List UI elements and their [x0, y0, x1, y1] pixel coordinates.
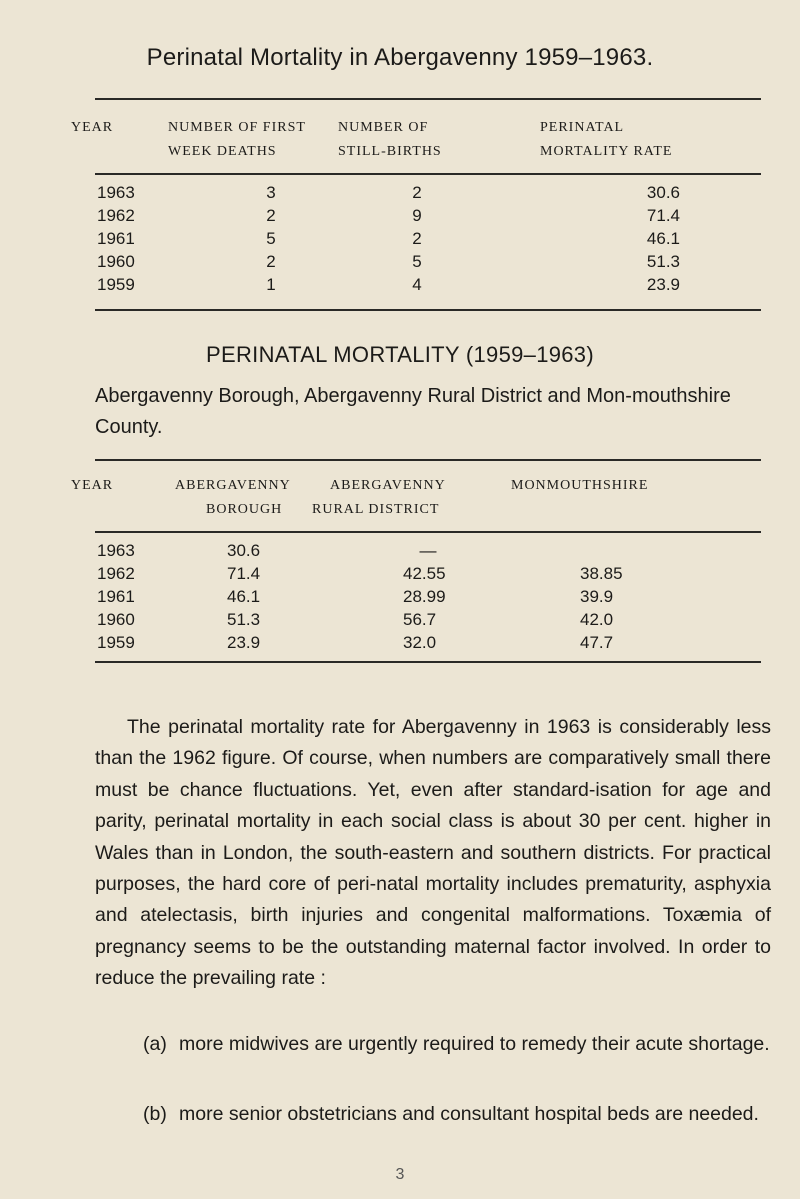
body-paragraph: The perinatal mortality rate for Abergavenny in 1963 is considerably less than the 1962 figure. Of course, when numbers are comparatively small there must be chance fluctuations. Yet, even after standard-isation for age and parity, perinatal mortality in each social class is about 30 per cent. higher in Wales than in London, the south-eastern and southern districts. For practical purposes, the hard core of peri-natal mortality includes prematurity, asphyxia and atelectasis, birth injuries and congenital malformations. Toxæmia of pregnancy seems to be the outstanding maternal factor involved. In order to reduce the prevailing rate : — [95, 716, 771, 990]
table1-year: 1960 — [97, 252, 135, 271]
table2-year: 1961 — [97, 587, 135, 606]
table2-year: 1959 — [97, 633, 135, 652]
table1-stillbirths: 2 — [412, 183, 422, 202]
table1-header-rate-2: MORTALITY RATE — [540, 144, 673, 159]
table2-borough: 46.1 — [227, 587, 261, 606]
table1-first-week: 2 — [266, 206, 276, 225]
table2-subtitle: Abergavenny Borough, Abergavenny Rural District and Mon-mouthshire County. — [95, 385, 731, 438]
table1-rate: 51.3 — [646, 252, 680, 271]
table2-header-rule — [95, 531, 761, 533]
table2-header-borough-2: BOROUGH — [206, 502, 283, 517]
table2-year: 1962 — [97, 564, 135, 583]
table2-county: 47.7 — [580, 633, 614, 652]
table2-rural: — — [419, 541, 437, 560]
table2-header-borough-1: ABERGAVENNY — [175, 478, 291, 493]
list-item — [143, 1099, 773, 1161]
table2-county: 42.0 — [580, 610, 614, 629]
table1-header-first-week-2: WEEK DEATHS — [168, 144, 277, 159]
table1-header-rule — [95, 173, 761, 175]
list-item-text: more senior obstetricians and consultant hospital beds are needed. — [179, 1103, 759, 1125]
table2-header-rural-1: ABERGAVENNY — [330, 478, 446, 493]
table1-rate: 46.1 — [646, 229, 680, 248]
table2-title: PERINATAL MORTALITY (1959–1963) — [206, 342, 594, 367]
table2-year: 1960 — [97, 610, 135, 629]
table1-stillbirths: 9 — [412, 206, 422, 225]
table1-rate: 71.4 — [646, 206, 680, 225]
table1-first-week: 1 — [266, 275, 276, 294]
table1-year: 1963 — [97, 183, 135, 202]
table2-borough: 51.3 — [227, 610, 261, 629]
table1-bottom-rule — [95, 309, 761, 311]
table2-bottom-rule — [95, 661, 761, 663]
list-item — [143, 1029, 773, 1091]
table1-rate: 23.9 — [646, 275, 680, 294]
page-number: 3 — [395, 1166, 405, 1183]
list-item-label: (a) — [143, 1033, 167, 1055]
table1-year: 1959 — [97, 275, 135, 294]
table2-year: 1963 — [97, 541, 135, 560]
table2-header-rural-2: RURAL DISTRICT — [312, 502, 440, 517]
table1-rate: 30.6 — [646, 183, 680, 202]
table1-header-stillbirths-2: STILL-BIRTHS — [338, 144, 442, 159]
list-item-label: (b) — [143, 1103, 167, 1125]
table1-stillbirths: 5 — [412, 252, 422, 271]
table2-header-county: MONMOUTHSHIRE — [511, 478, 649, 493]
table2-county: 38.85 — [580, 564, 623, 583]
table2-borough: 23.9 — [227, 633, 261, 652]
table1-title: Perinatal Mortality in Abergavenny 1959–1963. — [146, 44, 654, 71]
table2-rural: 56.7 — [403, 610, 437, 629]
table2-county: 39.9 — [580, 587, 614, 606]
table1-header-rate-1: PERINATAL — [540, 120, 625, 135]
table1-first-week: 2 — [266, 252, 276, 271]
list-item-text: more midwives are urgently required to remedy their acute shortage. — [179, 1033, 770, 1055]
table1-year: 1961 — [97, 229, 135, 248]
table1-header-first-week-1: NUMBER OF FIRST — [168, 120, 306, 135]
table1-top-rule — [95, 98, 761, 100]
table2-top-rule — [95, 459, 761, 461]
table1-header-stillbirths-1: NUMBER OF — [338, 120, 429, 135]
table2-rural: 28.99 — [403, 587, 446, 606]
table2-borough: 71.4 — [227, 564, 261, 583]
table2-header-year: YEAR — [71, 478, 114, 493]
table2-rural: 32.0 — [403, 633, 437, 652]
table1-year: 1962 — [97, 206, 135, 225]
table1-stillbirths: 2 — [412, 229, 422, 248]
table1-header-year: YEAR — [71, 120, 114, 135]
table1-stillbirths: 4 — [412, 275, 422, 294]
table1-first-week: 5 — [266, 229, 276, 248]
table2-borough: 30.6 — [227, 541, 261, 560]
table2-rural: 42.55 — [403, 564, 446, 583]
table1-first-week: 3 — [266, 183, 276, 202]
